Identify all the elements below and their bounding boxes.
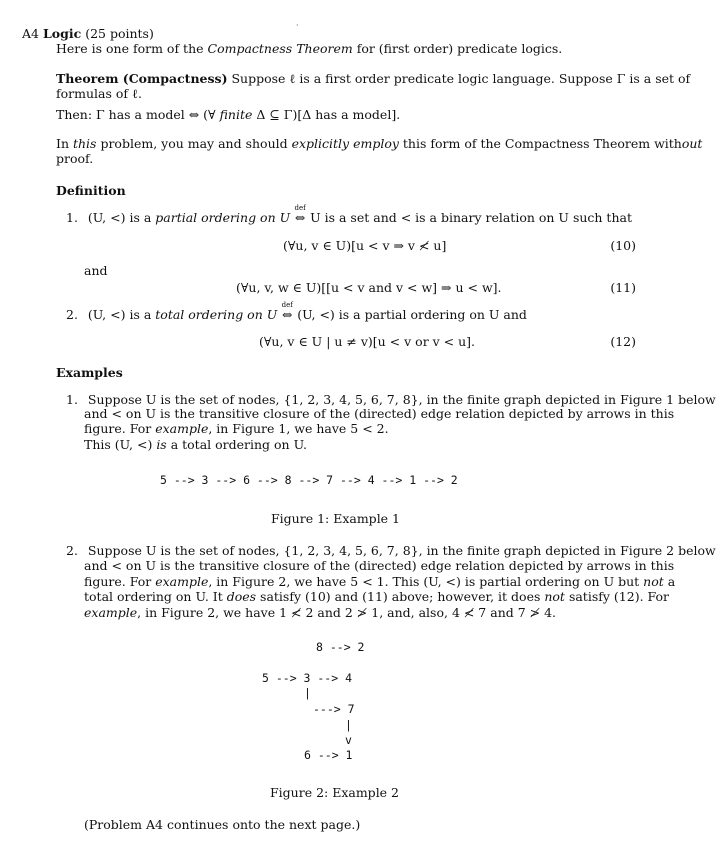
iff-symbol: ⇔ [294, 210, 306, 225]
theorem-statement [56, 107, 400, 122]
ex1-text: is [156, 437, 167, 452]
instr-seg: problem, you may and should [96, 136, 292, 151]
example-1-line-1 [66, 392, 716, 407]
theorem-line-2: formulas of ℓ. [56, 86, 142, 101]
definition-and: and [84, 263, 108, 278]
ex2-text: , in Figure 2, we have 1 ≮ 2 and 2 ≯ 1, and, also, 4 ≮ 7 and 7 ≯ 4. [137, 605, 557, 620]
item-number: 2. [66, 543, 78, 558]
figure-2-caption: Figure 2: Example 2 [270, 785, 400, 800]
equation-11: (∀u, v, w ∈ U)[[u < v and v < w] ⇒ u < w]. [236, 280, 502, 295]
intro-paragraph [56, 41, 562, 56]
equation-12: (∀u, v ∈ U | u ≠ v)[u < v or v < u]. [259, 334, 476, 349]
instr-seg: In [56, 136, 73, 151]
item-number: 1. [66, 392, 78, 407]
ex1-text: figure. For [84, 421, 156, 436]
equation-10: (∀u, v ∈ U)[u < v ⇒ v ≮ u] [283, 238, 447, 253]
definition-item-2 [66, 301, 527, 322]
instr-seg: this [72, 136, 97, 151]
intro-theorem-name: Compactness Theorem [207, 41, 353, 56]
ex2-text: Suppose U is the set of nodes, {1, 2, 3, 4, 5, 6, 7, 8}, in the finite graph depicted in Figure 2 below [87, 543, 716, 558]
equation-11-number: (11) [610, 280, 636, 295]
instr-seg: explicitly employ [291, 136, 399, 151]
def-iff [281, 301, 293, 322]
ex2-text: a [663, 574, 676, 589]
ex1-text: example [155, 421, 209, 436]
example-2-line-1 [66, 543, 716, 558]
example-1-line-4 [84, 437, 307, 452]
ex1-text: a total ordering on U. [166, 437, 307, 452]
example-2-line-3 [84, 574, 675, 589]
instructions-line-2: proof. [56, 151, 94, 166]
def-rhs: (U, <) is a partial ordering on U and [297, 307, 527, 322]
ex1-text: Suppose U is the set of nodes, {1, 2, 3, 4, 5, 6, 7, 8}, in the finite graph depicted in Figure 1 below [87, 392, 716, 407]
example-2-line-2: and < on U is the transitive closure of the (directed) edge relation depicted by arrows in this [84, 558, 675, 573]
definition-item-1 [66, 204, 632, 225]
theorem-then-a: Then: Γ has a model ⇔ (∀ [56, 107, 220, 122]
graph-row: ---> 7 [313, 702, 355, 716]
ex2-text: not [643, 574, 664, 589]
theorem-text-1: Suppose ℓ is a first order predicate logic language. Suppose Γ is a set of [231, 71, 691, 86]
definition-heading: Definition [56, 183, 126, 198]
def-lhs: (U, <) is a [87, 307, 156, 322]
example-1-line-3 [84, 421, 389, 436]
item-number: 1. [66, 210, 78, 225]
graph-row: 6 --> 1 [304, 748, 353, 762]
ex1-text: This (U, <) [84, 437, 157, 452]
ex2-text: satisfy (10) and (11) above; however, it does [256, 589, 545, 604]
def-rhs: U is a set and < is a binary relation on U such that [310, 210, 632, 225]
def-iff [294, 204, 306, 225]
problem-id: A4 [22, 26, 39, 41]
item-number: 2. [66, 307, 78, 322]
continuation-note: (Problem A4 continues onto the next page.) [84, 817, 361, 832]
problem-name: Logic [42, 26, 82, 41]
examples-heading: Examples [56, 365, 123, 380]
ex2-text: example [84, 605, 138, 620]
problem-header [22, 26, 154, 41]
def-term: partial ordering on U [155, 210, 291, 225]
instr-seg: out [681, 136, 703, 151]
example-2-line-5 [84, 605, 556, 620]
example-1-line-2: and < on U is the transitive closure of the (directed) edge relation depicted by arrows in this [84, 406, 675, 421]
ex2-text: example [155, 574, 209, 589]
intro-text: Here is one form of the [56, 41, 208, 56]
ex2-text: not [544, 589, 565, 604]
example-2-line-4 [84, 589, 669, 604]
graph-row: | [345, 718, 352, 732]
equation-10-number: (10) [610, 238, 636, 253]
def-term: total ordering on U [155, 307, 278, 322]
intro-text-end: for (first order) predicate logics. [352, 41, 563, 56]
graph-row: v [345, 733, 352, 747]
ex2-text: total ordering on U. It [84, 589, 227, 604]
problem-points: (25 points) [85, 26, 154, 41]
ex2-text: , in Figure 2, we have 5 < 1. This (U, <) is partial ordering on U but [208, 574, 644, 589]
graph-row: 5 --> 3 --> 4 [262, 671, 353, 685]
figure-1-caption: Figure 1: Example 1 [271, 511, 401, 526]
ex1-text: , in Figure 1, we have 5 < 2. [208, 421, 389, 436]
instructions-line-1 [56, 136, 702, 151]
def-lhs: (U, <) is a [87, 210, 156, 225]
def-label: def [294, 204, 306, 212]
equation-12-number: (12) [610, 334, 636, 349]
graph-row: | [304, 686, 311, 700]
ex2-text: does [226, 589, 257, 604]
graph-row: 8 --> 2 [316, 640, 365, 654]
theorem-then-b: Δ ⊆ Γ)[Δ has a model]. [252, 107, 401, 122]
scan-speck: · [296, 21, 299, 30]
theorem-heading: Theorem (Compactness) [56, 71, 228, 86]
theorem-then-finite: finite [219, 107, 253, 122]
iff-symbol: ⇔ [282, 307, 293, 322]
figure-1-graph: 5 --> 3 --> 6 --> 8 --> 7 --> 4 --> 1 --> 2 [160, 473, 458, 487]
ex2-text: figure. For [84, 574, 156, 589]
theorem-line-1 [56, 71, 690, 86]
instr-seg: this form of the Compactness Theorem with [398, 136, 682, 151]
ex2-text: satisfy (12). For [564, 589, 670, 604]
def-label: def [281, 301, 293, 309]
